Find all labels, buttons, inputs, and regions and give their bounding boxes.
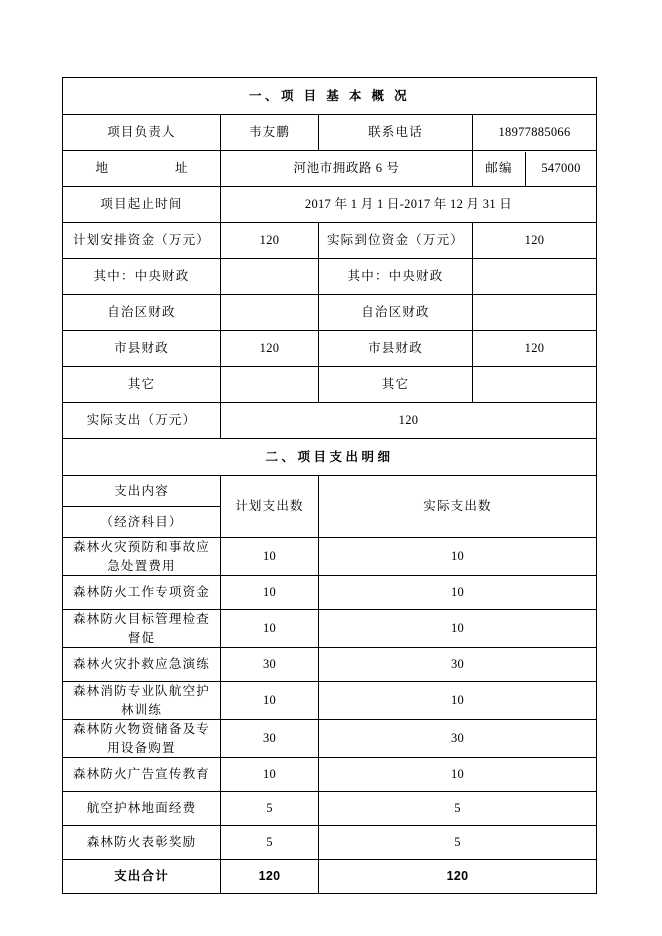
section1-title: 一、项 目 基 本 概 况 [63, 78, 597, 115]
expense-total-row [63, 860, 597, 894]
address-label: 地 址 [63, 151, 221, 187]
city-finance-label-right: 市县财政 [319, 331, 473, 367]
manager-value: 韦友鹏 [221, 115, 319, 151]
expense-total-planned: 120 [221, 860, 319, 894]
row-city-finance [63, 331, 597, 367]
row-actual-expenditure [63, 403, 597, 439]
expense-planned-header: 计划支出数 [221, 476, 319, 538]
expense-row [63, 538, 597, 576]
row-period [63, 187, 597, 223]
postcode-value: 547000 [541, 161, 581, 176]
region-finance-label-left: 自治区财政 [63, 295, 221, 331]
expense-item-actual: 5 [319, 826, 597, 860]
expense-item-actual: 10 [319, 682, 597, 720]
expense-row [63, 682, 597, 720]
central-finance-label-left: 其中：中央财政 [63, 259, 221, 295]
expense-row [63, 792, 597, 826]
expense-item-planned: 10 [221, 610, 319, 648]
expense-row [63, 758, 597, 792]
section1-title-row [63, 78, 597, 115]
central-finance-value-right [473, 259, 597, 295]
expense-actual-header: 实际支出数 [319, 476, 597, 538]
expense-item-actual: 10 [319, 758, 597, 792]
expense-content-header-line2: （经济科目） [63, 507, 221, 538]
expense-item-planned: 5 [221, 792, 319, 826]
expense-total-actual: 120 [319, 860, 597, 894]
expense-item-actual: 10 [319, 576, 597, 610]
other-finance-value-left [221, 367, 319, 403]
central-finance-value-left [221, 259, 319, 295]
expense-item-name: 森林火灾扑救应急演练 [63, 648, 221, 682]
expense-item-planned: 10 [221, 576, 319, 610]
expense-item-name: 森林防火物资储备及专用设备购置 [63, 720, 221, 758]
expense-item-planned: 10 [221, 682, 319, 720]
section2-title: 二、项目支出明细 [63, 439, 597, 476]
row-other-finance [63, 367, 597, 403]
planned-fund-label: 计划安排资金（万元） [63, 223, 221, 259]
postcode-cell [473, 151, 597, 187]
actual-fund-label: 实际到位资金（万元） [319, 223, 473, 259]
expense-item-name: 森林防火工作专项资金 [63, 576, 221, 610]
period-label: 项目起止时间 [63, 187, 221, 223]
manager-label: 项目负责人 [63, 115, 221, 151]
other-finance-label-right: 其它 [319, 367, 473, 403]
actual-fund-value: 120 [473, 223, 597, 259]
project-performance-table [62, 77, 597, 894]
expense-row [63, 826, 597, 860]
expense-row [63, 648, 597, 682]
central-finance-label-right: 其中：中央财政 [319, 259, 473, 295]
actual-expenditure-label: 实际支出（万元） [63, 403, 221, 439]
actual-expenditure-value: 120 [221, 403, 597, 439]
city-finance-value-right: 120 [473, 331, 597, 367]
section2-title-row [63, 439, 597, 476]
expense-item-name: 森林防火表彰奖励 [63, 826, 221, 860]
row-fund [63, 223, 597, 259]
expense-item-name: 森林消防专业队航空护林训练 [63, 682, 221, 720]
phone-value: 18977885066 [473, 115, 597, 151]
planned-fund-value: 120 [221, 223, 319, 259]
row-central-finance [63, 259, 597, 295]
expense-content-header-line1: 支出内容 [63, 476, 221, 507]
expense-item-actual: 10 [319, 538, 597, 576]
expense-item-actual: 5 [319, 792, 597, 826]
expense-item-actual: 30 [319, 720, 597, 758]
period-value: 2017 年 1 月 1 日-2017 年 12 月 31 日 [221, 187, 597, 223]
row-address [63, 151, 597, 187]
expense-item-planned: 10 [221, 758, 319, 792]
expense-item-name: 航空护林地面经费 [63, 792, 221, 826]
expense-header-row-1 [63, 476, 597, 507]
other-finance-label-left: 其它 [63, 367, 221, 403]
row-region-finance [63, 295, 597, 331]
phone-label: 联系电话 [319, 115, 473, 151]
postcode-label: 邮编 [473, 152, 526, 186]
expense-total-label: 支出合计 [63, 860, 221, 894]
expense-item-planned: 10 [221, 538, 319, 576]
other-finance-value-right [473, 367, 597, 403]
city-finance-value-left: 120 [221, 331, 319, 367]
expense-item-planned: 30 [221, 720, 319, 758]
region-finance-value-left [221, 295, 319, 331]
expense-row [63, 576, 597, 610]
expense-row [63, 610, 597, 648]
city-finance-label-left: 市县财政 [63, 331, 221, 367]
address-value: 河池市拥政路 6 号 [221, 151, 473, 187]
expense-row [63, 720, 597, 758]
row-manager [63, 115, 597, 151]
expense-item-actual: 30 [319, 648, 597, 682]
expense-item-actual: 10 [319, 610, 597, 648]
expense-item-planned: 30 [221, 648, 319, 682]
region-finance-label-right: 自治区财政 [319, 295, 473, 331]
expense-item-planned: 5 [221, 826, 319, 860]
form-sheet [62, 77, 596, 894]
region-finance-value-right [473, 295, 597, 331]
expense-item-name: 森林防火目标管理检查督促 [63, 610, 221, 648]
expense-item-name: 森林防火广告宣传教育 [63, 758, 221, 792]
expense-item-name: 森林火灾预防和事故应急处置费用 [63, 538, 221, 576]
